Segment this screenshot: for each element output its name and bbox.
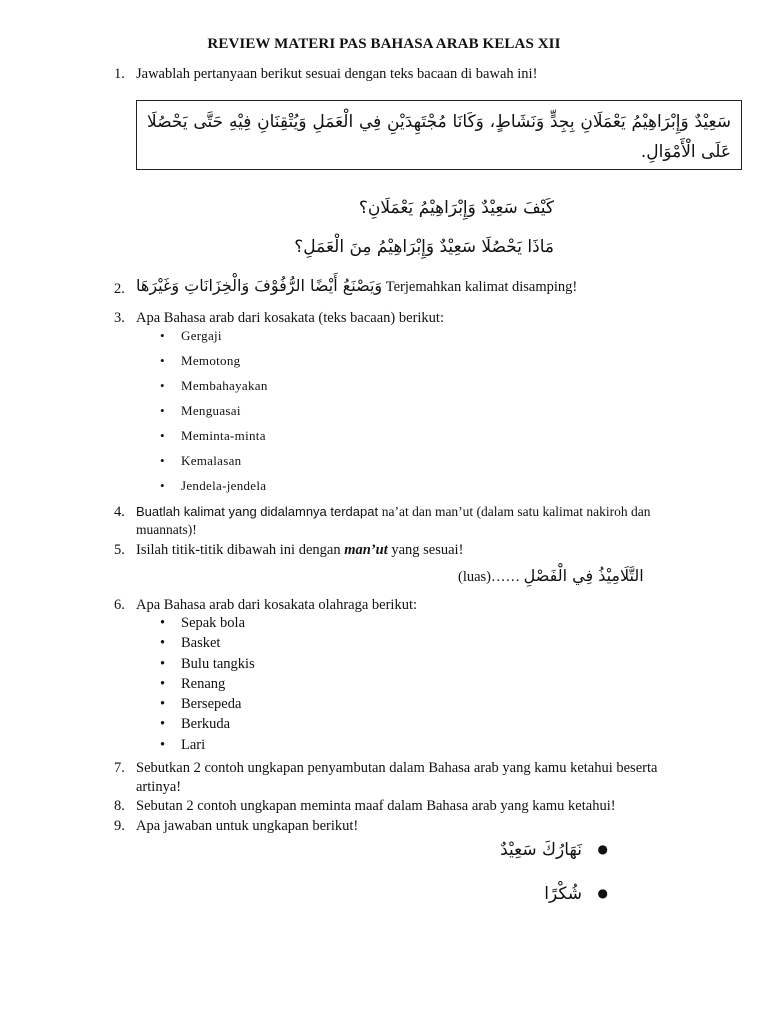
list-item: • Berkuda [160,716,255,736]
question-5-text-a: Isilah titik-titik dibawah ini dengan [136,542,341,558]
list-item: • Membahayakan [160,378,268,403]
list-item: • Meminta-minta [160,428,268,453]
question-2-number: 2. [114,281,125,297]
list-item: ● نَهَارُكَ سَعِيْدٌ [500,840,608,884]
list-item: • Basket [160,635,255,655]
question-6-list [160,615,255,757]
question-2-text: Terjemahkan kalimat disamping! [385,279,578,295]
list-item: • Bulu tangkis [160,656,255,676]
question-2 [136,276,577,297]
question-8-text: Sebutan 2 contoh ungkapan meminta maaf dalam Bahasa arab yang kamu ketahui! [136,798,616,814]
question-9-list [500,840,608,928]
question-1b-arabic: مَاذَا يَحْصُلَا سَعِيْدٌ وَإِبْرَاهِيْمُ مِنَ الْعَمَلِ؟ [294,237,554,257]
reading-passage-box [136,100,742,170]
question-1-text: Jawablah pertanyaan berikut sesuai dengan teks bacaan di bawah ini! [136,66,538,82]
question-5-line [136,540,463,560]
question-5-exercise [458,566,644,587]
question-5-blank: (luas)…… [458,569,521,585]
question-4-number: 4. [114,504,125,520]
list-item: • Kemalasan [160,453,268,478]
question-7-number: 7. [114,760,125,776]
question-6-number: 6. [114,597,125,613]
question-1-number: 1. [114,66,125,82]
question-3-list [160,328,268,503]
question-3-number: 3. [114,310,125,326]
question-8-number: 8. [114,798,125,814]
question-5-number: 5. [114,542,125,558]
question-4-text-a: Buatlah kalimat yang didalamnya terdapat [136,504,379,519]
question-5-arabic: التَّلَامِيْذُ فِي الْفَصْلِ [523,566,644,585]
question-7-text-a: Sebutkan 2 contoh ungkapan penyambutan dalam Bahasa arab yang kamu ketahui beserta [136,760,658,776]
list-item: • Jendela-jendela [160,478,268,503]
list-item: • Gergaji [160,328,268,353]
question-7-text-b: artinya! [136,779,182,795]
question-2-arabic: وَيَصْنَعُ أَيْضًا الرُّفُوْفَ وَالْخِزَانَاتِ وَغَيْرَهَا [136,276,383,295]
question-9-number: 9. [114,818,125,834]
list-item: • Memotong [160,353,268,378]
list-item: • Renang [160,676,255,696]
question-9-text: Apa jawaban untuk ungkapan berikut! [136,818,359,834]
question-4-text-c: muannats)! [136,522,197,537]
list-item: • Menguasai [160,403,268,428]
question-3-text: Apa Bahasa arab dari kosakata (teks bacaan) berikut: [136,310,444,326]
list-item: • Bersepeda [160,696,255,716]
reading-passage: سَعِيْدٌ وَإِبْرَاهِيْمُ يَعْمَلَانِ بِجِدٍّ وَنَشَاطٍ، وَكَانَا مُجْتَهِدَيْنِ فِي الْعَمَلِ وَيُتْقِنَانِ فِيْهِ حَتَّى يَحْصُلَا عَلَى الْأَمْوَالِ. [147,112,731,162]
list-item: ● شُكْرًا [500,884,608,928]
question-4-line-1 [136,502,651,522]
list-item: • Sepak bola [160,615,255,635]
document-title: REVIEW MATERI PAS BAHASA ARAB KELAS XII [207,36,561,52]
question-5-emphasis: man’ut [344,542,388,558]
question-4-text-b: na’at dan man’ut (dalam satu kalimat nakiroh dan [381,504,651,519]
question-6-text: Apa Bahasa arab dari kosakata olahraga berikut: [136,597,418,613]
question-1a-arabic: كَيْفَ سَعِيْدٌ وَإِبْرَاهِيْمُ يَعْمَلَانِ؟ [358,198,554,218]
list-item: • Lari [160,737,255,757]
question-5-text-b: yang sesuai! [391,542,464,558]
